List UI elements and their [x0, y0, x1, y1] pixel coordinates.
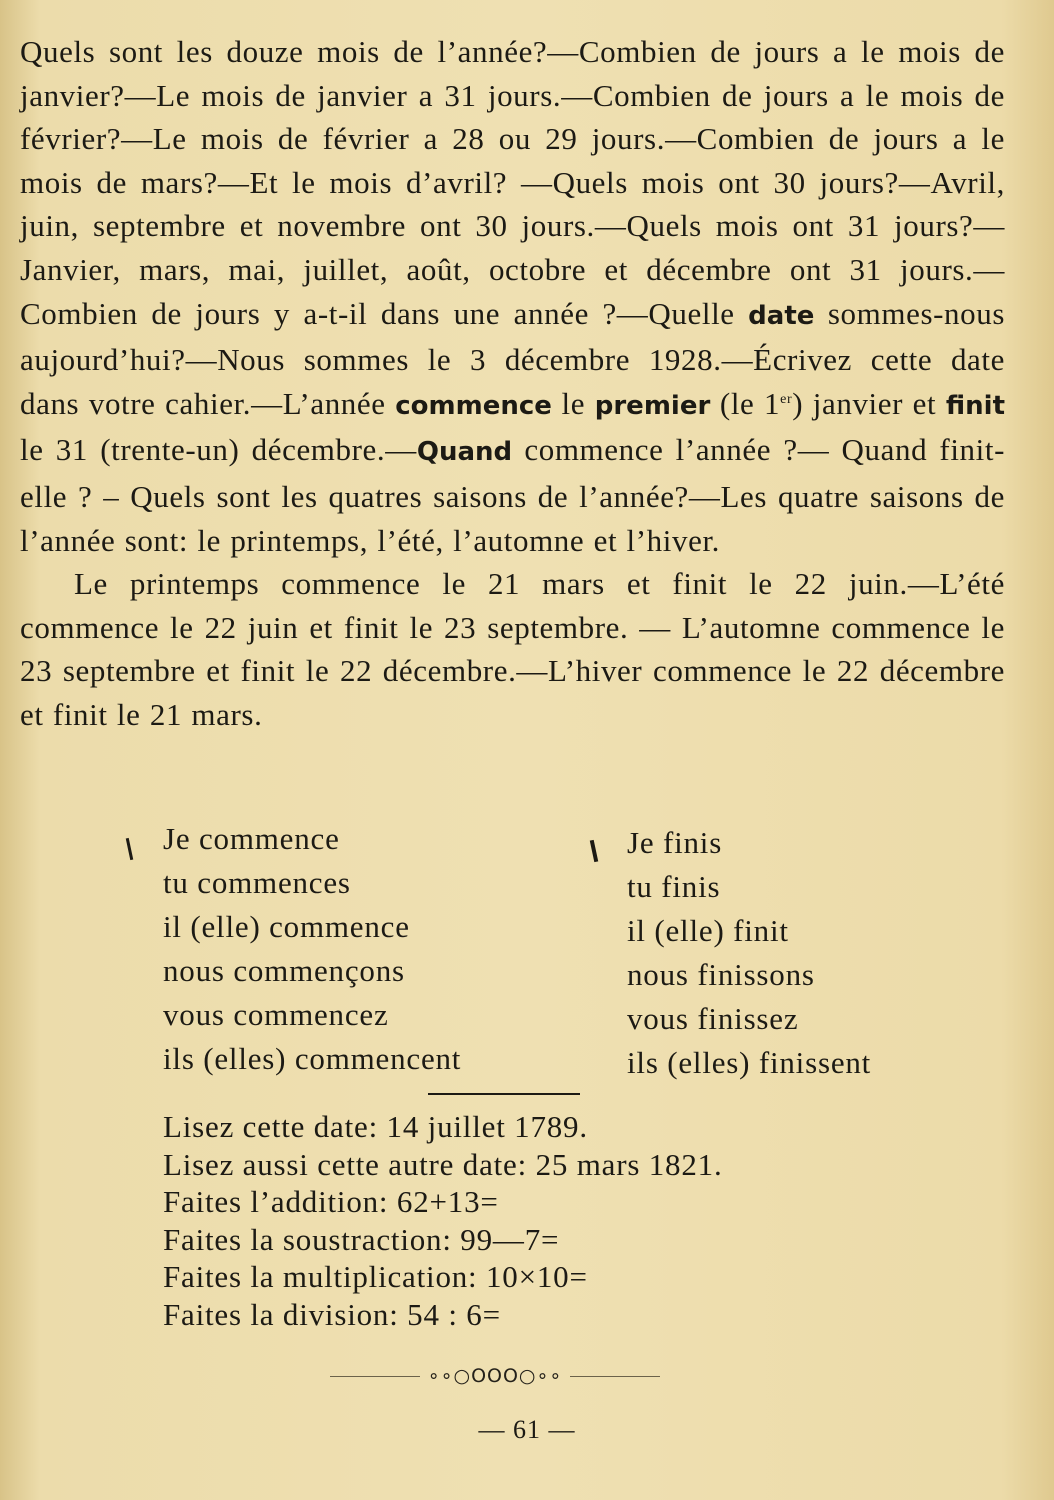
- exercise-item: Faites la division: 54 : 6=: [163, 1296, 501, 1332]
- conjugation-line: vous finissez: [627, 1001, 799, 1036]
- text-segment: commence l’année ?— Quand finit-elle ? – Quels sont les quatres saisons de l’année?—Les quatre saisons de l’année sont: le printemps, l’été, l’automne et l’hiver.: [20, 432, 1006, 558]
- text-segment: sommes-nous aujourd’hui?—Nous sommes le 3 décembre 1928.—Écrivez cette date dans votre cahier.—L’année: [20, 295, 1005, 421]
- superscript-er: er: [780, 391, 793, 407]
- conjugation-finir: [627, 821, 871, 1085]
- paragraph-months: [20, 30, 1005, 562]
- text-segment: (le 1: [710, 385, 781, 421]
- conjugation-line: ils (elles) finissent: [627, 1045, 872, 1080]
- conjugation-line: tu commences: [163, 865, 351, 900]
- exercise-item: Faites la multiplication: 10×10=: [163, 1259, 588, 1294]
- conjugation-line: ils (elles) commencent: [163, 1041, 462, 1076]
- exercise-list: [163, 1108, 723, 1333]
- keyword-finit: finit: [945, 390, 1005, 421]
- text-segment: le 31 (trente-un) décembre.—: [20, 432, 417, 468]
- ornament-divider: [330, 1363, 660, 1389]
- keyword-premier: premier: [594, 390, 711, 421]
- ornament-circles-icon: ∘∘○OOO○∘∘: [427, 1365, 563, 1387]
- exercise-item: Faites la soustraction: 99—7=: [163, 1221, 560, 1257]
- check-mark-icon: [126, 838, 134, 860]
- lesson-text: [20, 30, 1005, 737]
- exercise-item: Lisez cette date: 14 juillet 1789.: [163, 1109, 588, 1144]
- check-mark-icon: [590, 840, 598, 862]
- conjugation-line: tu finis: [627, 869, 721, 904]
- conjugation-line: nous commençons: [163, 953, 405, 988]
- text-segment: ) janvier et: [792, 385, 946, 421]
- conjugation-line: Je finis: [627, 825, 723, 860]
- ornament-line: [330, 1376, 420, 1377]
- keyword-quand: Quand: [416, 437, 513, 468]
- keyword-date: date: [748, 300, 815, 331]
- exercise-item: Lisez aussi cette autre date: 25 mars 1821.: [163, 1146, 723, 1182]
- conjugation-line: nous finissons: [627, 957, 815, 992]
- page-number: — 61 —: [478, 1415, 576, 1444]
- conjugation-line: Je commence: [163, 821, 340, 856]
- conjugation-line: vous commencez: [163, 997, 389, 1032]
- exercise-item: Faites l’addition: 62+13=: [163, 1184, 499, 1219]
- conjugation-commencer: [163, 817, 461, 1081]
- ornament-line: [570, 1376, 660, 1377]
- text-segment: le: [551, 385, 595, 421]
- conjugation-line: il (elle) finit: [627, 913, 789, 948]
- text-segment: Quels sont les douze mois de l’année?—Combien de jours a le mois de janvier?—Le mois de janvier a 31 jours.—Combien de jours a le mois de février?—Le mois de février a 28 ou 29 jours.—Combien de jours a le mois de mars?—Et le mois d’avril? —Quels mois ont 30 jours?—Avril, juin, septembre et novembre ont 30 jours.—Quels mois ont 31 jours?—Janvier, mars, mai, juillet, août, octobre et décembre ont 31 jours.—Combien de jours y a-t-il dans une année ?—Quelle: [20, 34, 1005, 331]
- keyword-commence: commence: [395, 390, 552, 421]
- paragraph-seasons: Le printemps commence le 21 mars et finit le 22 juin.—L’été commence le 22 juin et finit le 23 septembre. — L’automne commence le 23 septembre et finit le 22 décembre.—L’hiver commence le 22 décembre et finit le 21 mars.: [20, 566, 1005, 732]
- section-divider: [428, 1093, 580, 1095]
- conjugation-line: il (elle) commence: [163, 909, 410, 944]
